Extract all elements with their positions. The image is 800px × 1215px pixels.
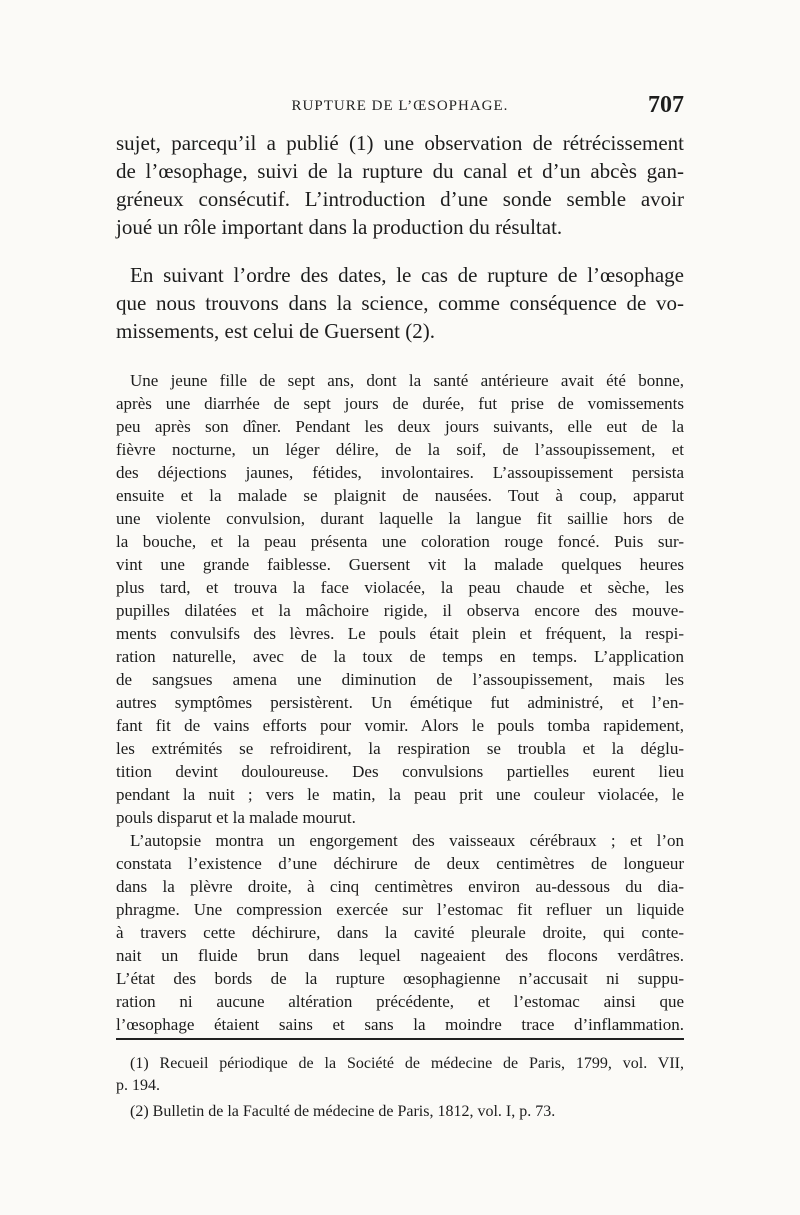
case-line: l’œsophage étaient sains et sans la moindre trace d’inflammation. (116, 1015, 684, 1034)
case-line: après une diarrhée de sept jours de durée, fut prise de vomissements (116, 394, 684, 413)
case-line: ensuite et la malade se plaignit de nausées. Tout à coup, apparut (116, 486, 684, 505)
text-line: joué un rôle important dans la production du résultat. (116, 215, 563, 239)
text-line: missements, est celui de Guersent (2). (116, 319, 435, 343)
case-line: vint une grande faiblesse. Guersent vit la malade quelques heures (116, 555, 684, 574)
text-line: gréneux consécutif. L’introduction d’une sonde semble avoir (116, 187, 684, 211)
case-line: L’état des bords de la rupture œsophagienne n’accusait ni suppu- (116, 969, 684, 988)
footnote: p. 194. (116, 1077, 160, 1094)
case-line: dans la plèvre droite, à cinq centimètres environ au-dessous du dia- (116, 877, 684, 896)
footnote: (2) Bulletin de la Faculté de médecine de Paris, 1812, vol. I, p. 73. (130, 1103, 556, 1120)
case-line: autres symptômes persistèrent. Un émétique fut administré, et l’en- (116, 693, 684, 712)
footnote: (1) Recueil périodique de la Société de médecine de Paris, 1799, vol. VII, (130, 1055, 684, 1072)
text-line: En suivant l’ordre des dates, le cas de rupture de l’œsophage (130, 263, 684, 287)
text-line: sujet, parcequ’il a publié (1) une observation de rétrécissement (116, 131, 684, 155)
footnote-rule (116, 1038, 684, 1040)
case-line: pupilles dilatées et la mâchoire rigide, il observa encore des mouve- (116, 601, 684, 620)
case-line: la bouche, et la peau présenta une coloration rouge foncé. Puis sur- (116, 532, 684, 551)
case-line: peu après son dîner. Pendant les deux jours suivants, elle eut de la (116, 417, 684, 436)
case-line: pendant la nuit ; vers le matin, la peau prit une couleur violacée, le (116, 785, 684, 804)
text-line: de l’œsophage, suivi de la rupture du canal et d’un abcès gan- (116, 159, 684, 183)
case-line: ration ni aucune altération précédente, et l’estomac ainsi que (116, 992, 684, 1011)
case-line: pouls disparut et la malade mourut. (116, 808, 356, 827)
case-line: ments convulsifs des lèvres. Le pouls était plein et fréquent, la respi- (116, 624, 684, 643)
case-line: L’autopsie montra un engorgement des vaisseaux cérébraux ; et l’on (130, 831, 684, 850)
running-title: RUPTURE DE L’ŒSOPHAGE. (291, 98, 509, 114)
case-line: plus tard, et trouva la face violacée, la peau chaude et sèche, les (116, 578, 684, 597)
case-line: des déjections jaunes, fétides, involontaires. L’assoupissement persista (116, 463, 684, 482)
case-line: tition devint douloureuse. Des convulsions partielles eurent lieu (116, 762, 684, 781)
text-line: que nous trouvons dans la science, comme conséquence de vo- (116, 291, 684, 315)
case-line: à travers cette déchirure, dans la cavité pleurale droite, qui conte- (116, 923, 684, 942)
case-line: fièvre nocturne, un léger délire, de la soif, de l’assoupissement, et (116, 440, 684, 459)
page-number: 707 (648, 92, 684, 118)
case-line: fant fit de vains efforts pour vomir. Alors le pouls tomba rapidement, (116, 716, 684, 735)
case-line: les extrémités se refroidirent, la respiration se troubla et la déglu- (116, 739, 684, 758)
running-head (116, 92, 684, 122)
case-line: phragme. Une compression exercée sur l’estomac fit refluer un liquide (116, 900, 684, 919)
case-line: ration naturelle, avec de la toux de temps en temps. L’application (116, 647, 684, 666)
case-line: Une jeune fille de sept ans, dont la santé antérieure avait été bonne, (130, 371, 684, 390)
case-line: de sangsues amena une diminution de l’assoupissement, mais les (116, 670, 684, 689)
case-line: constata l’existence d’une déchirure de deux centimètres de longueur (116, 854, 684, 873)
case-line: nait un fluide brun dans lequel nageaient des flocons verdâtres. (116, 946, 684, 965)
case-line: une violente convulsion, durant laquelle la langue fit saillie hors de (116, 509, 684, 528)
